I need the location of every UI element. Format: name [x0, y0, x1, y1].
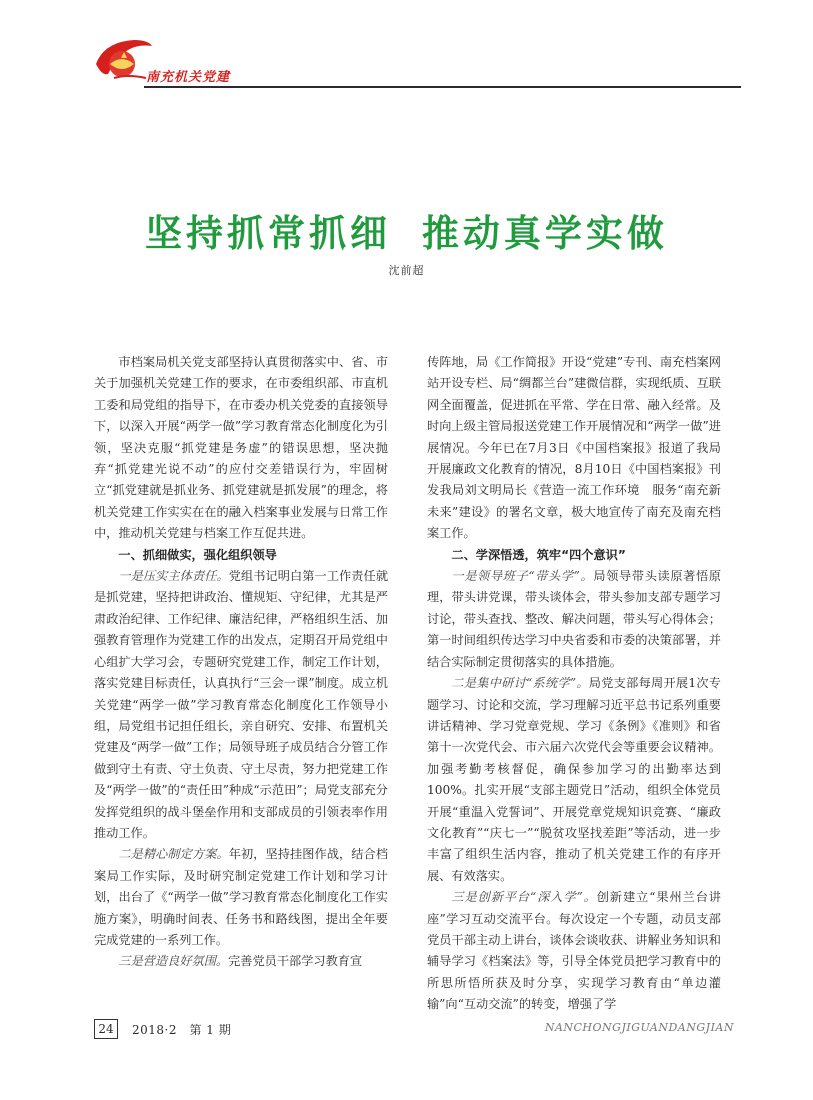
- journal-name-pinyin: NANCHONGJIGUANDANGJIAN: [544, 1021, 734, 1034]
- right-column: [427, 352, 721, 1016]
- header-rule: [144, 86, 741, 88]
- paragraph-body: 创新建立“果州兰台讲座”学习互动交流平台。每次设定一个专题，动员支部党员干部主动上讲台，谈体会谈收获、讲解业务知识和辅导学习《档案法》等，引导全体党员把学习教育中的所思所悟所获及时分享，实现学习教育由“单边灌输”向“互动交流”的转变，增强了学: [427, 890, 721, 1012]
- paragraph-body: 完善党员干部学习教育宣: [228, 954, 363, 969]
- section-2-paragraph-3: [427, 887, 721, 1015]
- paragraph-lead: 二是集中研讨“系统学”。: [451, 676, 589, 691]
- section-2-heading: 二、学深悟透，筑牢“四个意识”: [451, 547, 626, 562]
- article-title: 坚持抓常抓细 推动真学实做: [145, 212, 668, 255]
- paragraph-lead: 三是创新平台“深入学”。: [451, 890, 597, 905]
- intro-paragraph: 市档案局机关党支部坚持认真贯彻落实中、省、市关于加强机关党建工作的要求，在市委组织部、市直机工委和局党组的指导下，在市委办机关党委的直接领导下，以深入开展“两学一做”学习教育常态化制度化为引领，坚决克服“抓党建是务虚”的错误思想，坚决抛弃“抓党建光说不动”的应付交差错误行为，牢固树立“抓党建就是抓业务、抓党建就是抓发展”的理念，将机关党建工作实实在在的融入档案事业发展与日常工作中，推动机关党建与档案工作互促共进。: [94, 355, 388, 541]
- section-1-paragraph-3: [94, 951, 388, 972]
- article-author: 沈前超: [388, 264, 425, 277]
- issue-label: 2018·2 第 1 期: [132, 1023, 232, 1037]
- paragraph-lead: 一是领导班子“带头学”。: [451, 569, 594, 584]
- paragraph-body: 年初，坚持挂图作战，结合档案局工作实际，及时研究制定党建工作计划和学习计划，出台了《“两学一做”学习教育常态化制度化工作实施方案》，明确时间表、任务书和路线图，提出全年要完成党建的一系列工作。: [94, 847, 389, 947]
- paragraph-body: 党组书记明白第一工作责任就是抓党建，坚持把讲政治、懂规矩、守纪律，尤其是严肃政治纪律、工作纪律、廉洁纪律，严格组织生活、加强教育管理作为党建工作的出发点，定期召开局党组中心组扩大学习会，专题研究党建工作，制定工作计划，落实党建目标责任，认真执行“三会一课”制度。成立机关党建“两学一做”学习教育常态化制度化工作领导小组，局党组书记担任组长，亲自研究、安排、布置机关党建及“两学一做”工作；局领导班子成员结合分管工作做到守土有责、守土负责、守土尽责，努力把党建工作及“两学一做”的“责任田”种成“示范田”；局党支部充分发挥党组织的战斗堡垒作用和支部成员的引领表率作用推动工作。: [94, 569, 389, 840]
- left-column: [94, 352, 388, 973]
- section-1-paragraph-1: [94, 566, 388, 844]
- paragraph-lead: 三是营造良好氛围。: [118, 954, 229, 969]
- section-2-paragraph-1: [427, 566, 721, 673]
- continued-paragraph: 传阵地，局《工作简报》开设“党建”专刊、南充档案网站开设专栏、局“绸都兰台”建微信群，实现纸质、互联网全面覆盖，促进抓在平常、学在日常、融入经常。及时向上级主管局报送党建工作开展情况和“两学一做”进展情况。今年已在7月3日《中国档案报》报道了我局开展廉政文化教育的情况，8月10日《中国档案报》刊发我局刘文明局长《营造一流工作环境 服务“南充新未来”建设》的署名文章，极大地宣传了南充及南充档案工作。: [427, 355, 721, 541]
- paragraph-lead: 二是精心制定方案。: [118, 847, 229, 862]
- page-header: [88, 30, 738, 92]
- journal-name: 南充机关党建: [146, 70, 231, 85]
- section-1-heading: 一、抓细做实，强化组织领导: [118, 547, 277, 562]
- paragraph-body: 局领导带头读原著悟原理，带头讲党课，带头谈体会，带头参加支部专题学习讨论，带头查找、整改、解决问题，带头写心得体会；第一时间组织传达学习中央省委和市委的决策部署，并结合实际制定贯彻落实的具体措施。: [427, 569, 722, 669]
- page-number: 24: [94, 1019, 118, 1039]
- section-1-paragraph-2: [94, 844, 388, 951]
- section-2-paragraph-2: [427, 673, 721, 887]
- journal-logo-icon: [94, 34, 154, 86]
- page-footer: [94, 1019, 734, 1043]
- paragraph-body: 局党支部每周开展1次专题学习、讨论和交流，学习理解习近平总书记系列重要讲话精神、学习党章党规、学习《条例》《准则》和省第十一次党代会、市六届六次党代会等重要会议精神。加强考勤考核督促，确保参加学习的出勤率达到100%。扎实开展“支部主题党日”活动，组织全体党员开展“重温入党誓词”、开展党章党规知识竞赛、“廉政文化教育”“庆七一”“脱贫攻坚找差距”等活动，进一步丰富了组织生活内容，推动了机关党建工作的有序开展、有效落实。: [427, 676, 721, 883]
- paragraph-lead: 一是压实主体责任。: [118, 569, 229, 584]
